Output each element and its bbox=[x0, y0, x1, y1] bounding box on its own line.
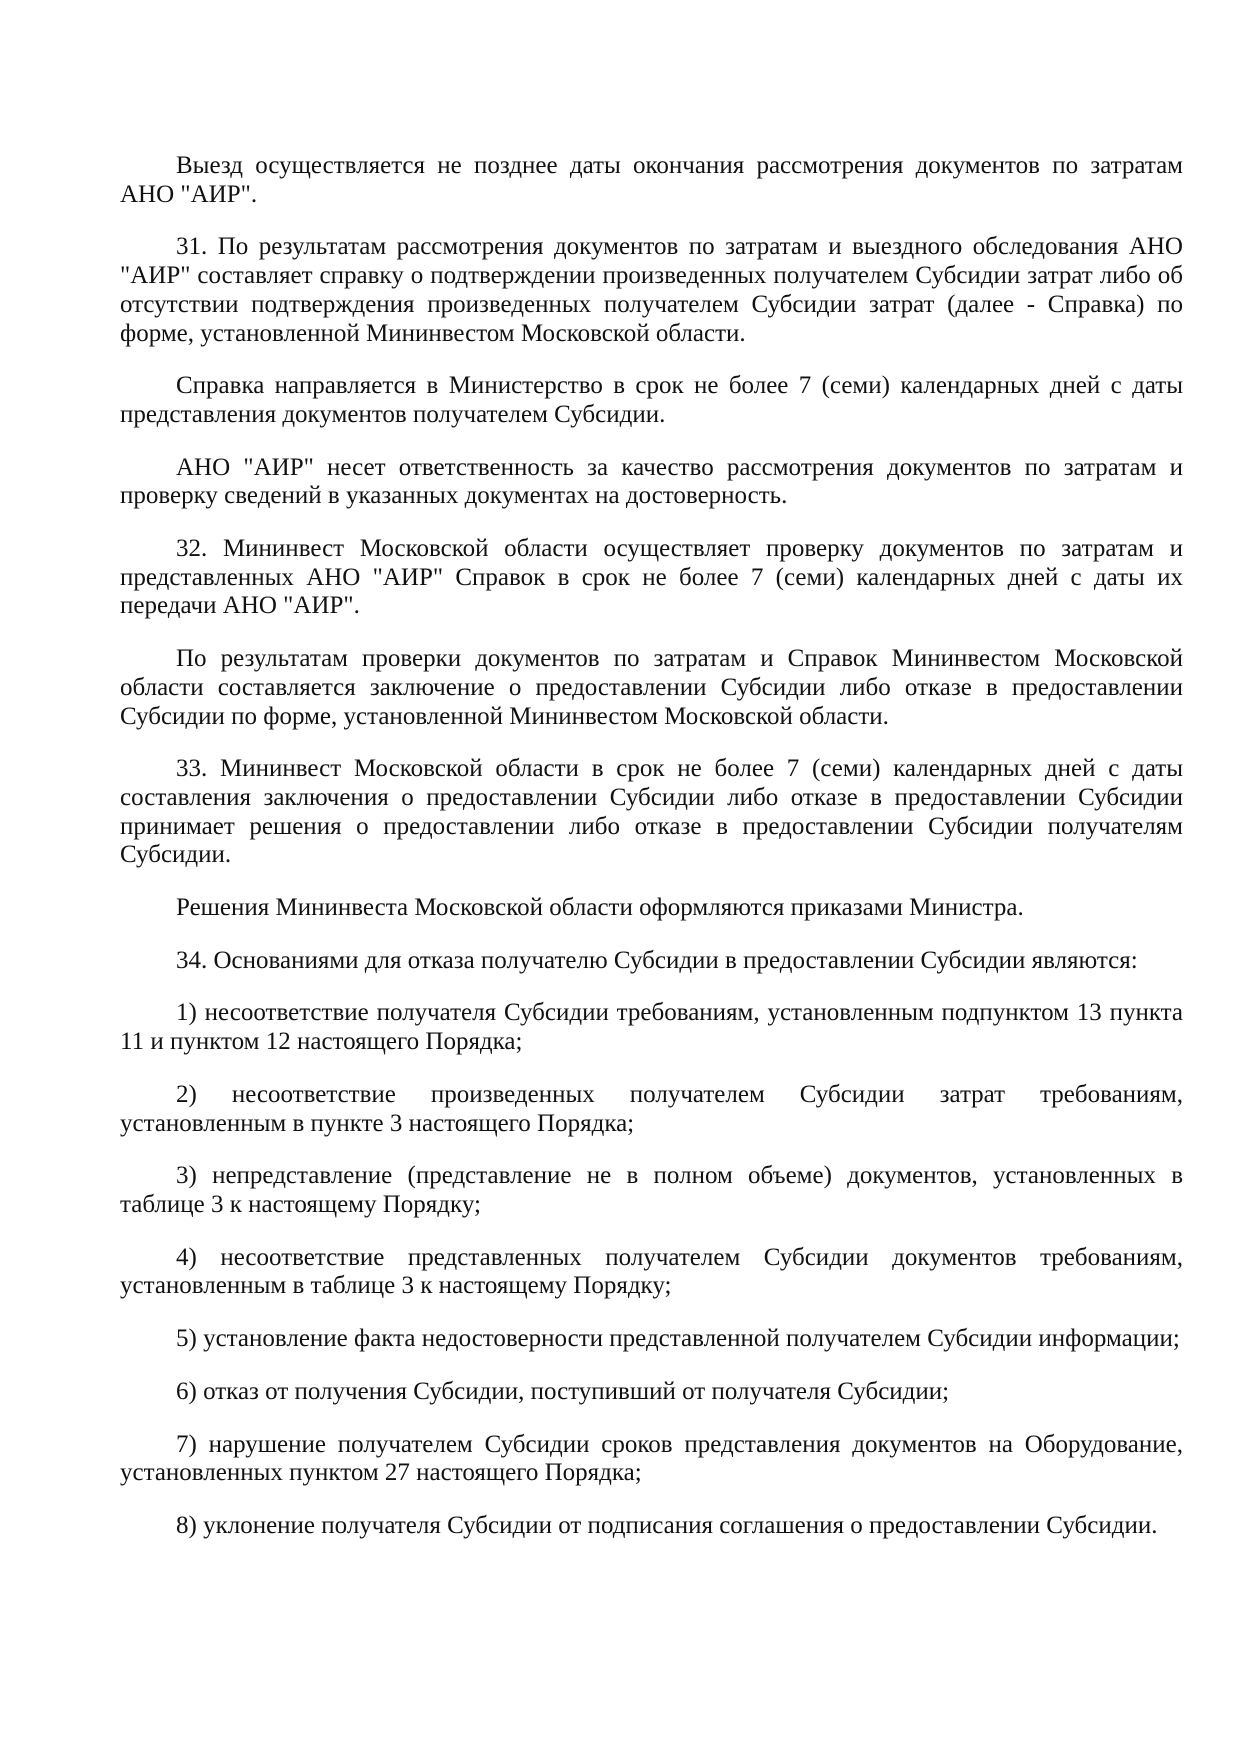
paragraph-visit-deadline: Выезд осуществляется не позднее даты окончания рассмотрения документов по затратам АНО "АИР". bbox=[120, 152, 1183, 208]
paragraph-decisions: Решения Мининвеста Московской области оформляются приказами Министра. bbox=[176, 894, 1024, 922]
paragraph-conclusion: По результатам проверки документов по затратам и Справок Мининвестом Московской области составляется заключение о предоставлении Субсидии либо отказе в предоставлении Субсидии по форме, установленной Мининвестом Московской области. bbox=[120, 645, 1183, 730]
list-item-6: 6) отказ от получения Субсидии, поступивший от получателя Субсидии; bbox=[176, 1377, 950, 1405]
list-item-8: 8) уклонение получателя Субсидии от подписания соглашения о предоставлении Субсидии. bbox=[176, 1511, 1158, 1539]
paragraph-32: 32. Мининвест Московской области осуществляет проверку документов по затратам и представленных АНО "АИР" Справок в срок не более 7 (семи) календарных дней с даты их передачи АНО "АИР". bbox=[120, 535, 1183, 620]
list-item-5: 5) установление факта недостоверности представленной получателем Субсидии информации; bbox=[176, 1325, 1180, 1353]
paragraph-31: 31. По результатам рассмотрения документов по затратам и выездного обследования АНО "АИР" составляет справку о подтверждении произведенных получателем Субсидии затрат либо об отсутствии подтверждения произведенных получателем Субсидии затрат (далее - Справка) по форме, установленной Мининвестом Московской области. bbox=[120, 233, 1183, 347]
list-item-1: 1) несоответствие получателя Субсидии требованиям, установленным подпунктом 13 пункта 11 и пунктом 12 настоящего Порядка; bbox=[120, 999, 1183, 1056]
paragraph-34: 34. Основаниями для отказа получателю Субсидии в предоставлении Субсидии являются: bbox=[176, 946, 1138, 974]
paragraph-air-responsibility: АНО "АИР" несет ответственность за качество рассмотрения документов по затратам и проверку сведений в указанных документах на достоверность. bbox=[120, 453, 1183, 510]
list-item-4: 4) несоответствие представленных получателем Субсидии документов требованиям, установленным в таблице 3 к настоящему Порядку; bbox=[120, 1243, 1183, 1300]
paragraph-33: 33. Мининвест Московской области в срок не более 7 (семи) календарных дней с даты составления заключения о предоставлении Субсидии либо отказе в предоставлении Субсидии принимает решения о предоставлении либо отказе в предоставлении Субсидии получателям Субсидии. bbox=[120, 755, 1183, 869]
list-item-2: 2) несоответствие произведенных получателем Субсидии затрат требованиям, установленным в пункте 3 настоящего Порядка; bbox=[120, 1080, 1183, 1137]
document-page bbox=[120, 152, 1183, 1565]
list-item-3: 3) непредставление (представление не в полном объеме) документов, установленных в таблице 3 к настоящему Порядку; bbox=[120, 1162, 1183, 1218]
paragraph-certificate-submission: Справка направляется в Министерство в срок не более 7 (семи) календарных дней с даты представления документов получателем Субсидии. bbox=[120, 372, 1183, 428]
list-item-7: 7) нарушение получателем Субсидии сроков представления документов на Оборудование, установленных пунктом 27 настоящего Порядка; bbox=[120, 1430, 1183, 1487]
